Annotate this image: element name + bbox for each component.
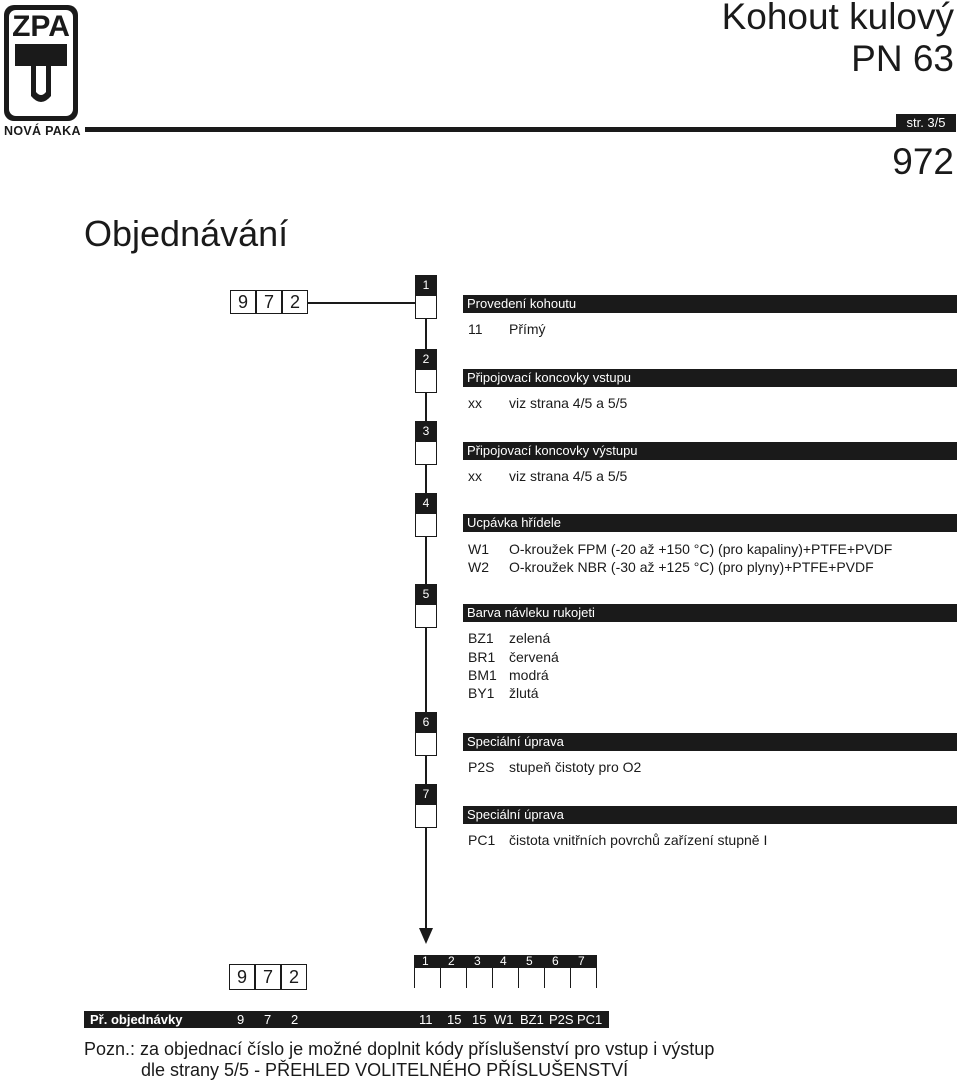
step-title-1: Provedení kohoutu	[463, 295, 957, 313]
title-line2: PN 63	[851, 38, 954, 79]
step-number: 4	[415, 493, 437, 513]
step-number: 7	[415, 784, 437, 804]
page-number: str. 3/5	[896, 114, 956, 132]
step-title-6: Speciální úprava	[463, 733, 957, 751]
footnote-line1: Pozn.: za objednací číslo je možné doplnit kódy příslušenství pro vstup i výstup	[84, 1039, 715, 1059]
arrow-down-icon	[419, 928, 433, 944]
order-example	[84, 1011, 609, 1028]
option-code: xx	[468, 468, 482, 484]
example-value: 15	[447, 1012, 462, 1027]
example-value: BZ1	[520, 1012, 544, 1027]
option-code: BZ1	[468, 630, 494, 646]
option-code: BY1	[468, 685, 495, 701]
code-box: 9	[229, 964, 255, 990]
option-code: PC1	[468, 832, 496, 848]
option-text: stupeň čistoty pro O2	[509, 759, 642, 775]
title-line1: Kohout kulový	[721, 0, 954, 37]
step-number: 2	[415, 349, 437, 369]
step-title-2: Připojovací koncovky vstupu	[463, 369, 957, 387]
option-code: BM1	[468, 667, 497, 683]
code-box: 2	[281, 964, 307, 990]
footnote-line2: dle strany 5/5 - PŘEHLED VOLITELNÉHO PŘÍSLUŠENSTVÍ	[141, 1060, 629, 1080]
option-text: červená	[509, 649, 559, 665]
option-code: W1	[468, 541, 489, 557]
code-box: 9	[230, 290, 256, 314]
step-number: 1	[415, 275, 437, 295]
step-marker-4	[415, 493, 437, 537]
step-title-5: Barva návleku rukojeti	[463, 604, 957, 622]
example-value: W1	[494, 1012, 514, 1027]
option-text: žlutá	[509, 685, 539, 701]
example-base: 9	[237, 1012, 245, 1027]
example-base: 2	[291, 1012, 299, 1027]
step-marker-2	[415, 349, 437, 393]
option-text: viz strana 4/5 a 5/5	[509, 468, 628, 484]
step-number: 3	[415, 421, 437, 441]
step-marker-6	[415, 712, 437, 756]
step-title-3: Připojovací koncovky výstupu	[463, 442, 957, 460]
header-rule	[85, 127, 956, 132]
position-label: 3	[474, 954, 481, 968]
example-value: 11	[419, 1012, 433, 1027]
product-code: 972	[892, 141, 954, 182]
position-label: 1	[422, 954, 429, 968]
step-number: 6	[415, 712, 437, 732]
option-code: 11	[468, 321, 483, 337]
code-box: 7	[255, 964, 281, 990]
position-label: 5	[526, 954, 533, 968]
page-title	[722, 0, 954, 80]
step-marker-7	[415, 784, 437, 828]
section-title: Objednávání	[84, 213, 289, 254]
logo-subtitle: NOVÁ PAKA	[4, 124, 81, 138]
step-marker-3	[415, 421, 437, 465]
option-text: Přímý	[509, 321, 546, 337]
example-base: 7	[264, 1012, 272, 1027]
option-text: zelená	[509, 630, 551, 646]
option-code: BR1	[468, 649, 496, 665]
position-label: 6	[552, 954, 559, 968]
option-code: xx	[468, 395, 482, 411]
step-number: 5	[415, 584, 437, 604]
option-text: modrá	[509, 667, 549, 683]
step-title-4: Ucpávka hřídele	[463, 514, 957, 532]
example-label: Př. objednávky	[90, 1012, 183, 1027]
option-text: O-kroužek NBR (-30 až +125 °C) (pro plyny)+PTFE+PVDF	[509, 559, 874, 575]
step-marker-1	[415, 275, 437, 319]
example-value: PC1	[577, 1012, 603, 1027]
svg-text:ZPA: ZPA	[12, 10, 70, 43]
option-code: W2	[468, 559, 489, 575]
code-box: 7	[256, 290, 282, 314]
position-header	[414, 955, 597, 968]
option-code: P2S	[468, 759, 495, 775]
step-marker-5	[415, 584, 437, 628]
code-box: 2	[282, 290, 308, 314]
footnote	[84, 1039, 714, 1081]
position-label: 4	[500, 954, 507, 968]
connector-line	[308, 302, 415, 304]
option-text: O-kroužek FPM (-20 až +150 °C) (pro kapaliny)+PTFE+PVDF	[509, 541, 893, 557]
example-value: 15	[472, 1012, 487, 1027]
position-label: 2	[448, 954, 455, 968]
option-text: čistota vnitřních povrchů zařízení stupně I	[509, 832, 768, 848]
step-title-7: Speciální úprava	[463, 806, 957, 824]
option-text: viz strana 4/5 a 5/5	[509, 395, 628, 411]
position-fields	[414, 968, 597, 988]
zpa-logo	[3, 4, 79, 122]
position-label: 7	[578, 954, 585, 968]
example-value: P2S	[549, 1012, 574, 1027]
